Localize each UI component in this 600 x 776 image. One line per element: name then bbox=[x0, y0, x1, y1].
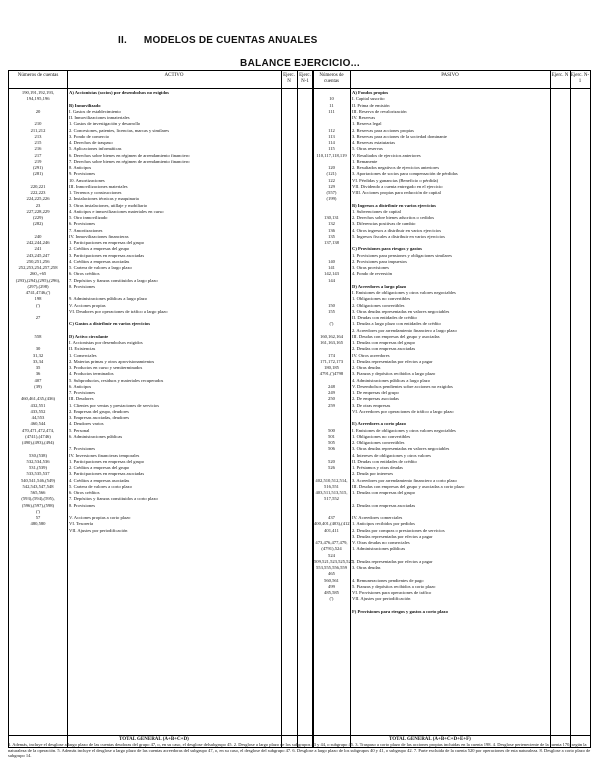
account-code: 553,555,556,559 bbox=[315, 565, 347, 570]
pasivo-items bbox=[352, 90, 549, 615]
line-item: 7. Provisiones bbox=[69, 446, 96, 452]
line-item: 3. De otras empresas bbox=[352, 402, 391, 408]
account-code: 517,552 bbox=[324, 496, 339, 502]
divider bbox=[281, 71, 282, 747]
line-item: D) Acreedores a largo plazo bbox=[352, 283, 407, 289]
line-item: 8. Anticipos bbox=[69, 165, 92, 170]
line-item: 4. Créditos a empresas asociadas bbox=[69, 258, 130, 264]
account-code: 222,223 bbox=[30, 190, 46, 195]
line-item: IV. Inversiones financieras temporales bbox=[69, 452, 140, 458]
line-item: 7. Amortizaciones bbox=[69, 227, 103, 233]
section-header bbox=[118, 35, 317, 46]
line-item: 1. Obligaciones no convertibles bbox=[352, 296, 411, 302]
line-item: 2. Resultados negativos de ejercicios anteriores bbox=[352, 165, 439, 170]
line-item: 6. Administraciones públicas bbox=[69, 433, 123, 439]
account-code: 130,131 bbox=[324, 215, 339, 220]
line-item: 3. Otras deudas representadas en valores negociables bbox=[352, 446, 450, 452]
account-code: 161,163,165 bbox=[320, 340, 343, 345]
account-code: 11 bbox=[329, 102, 334, 108]
account-code: 460,544 bbox=[30, 421, 46, 427]
account-code: 533,535,537 bbox=[26, 471, 50, 477]
line-item: C) Gastos a distribuir en varios ejercicios bbox=[69, 321, 150, 327]
account-code: (297),(298) bbox=[27, 283, 49, 289]
account-code: 532,534,536 bbox=[26, 458, 50, 464]
account-code: 194,195,196 bbox=[26, 96, 50, 102]
account-code: (121) bbox=[326, 171, 337, 177]
account-code: 259 bbox=[328, 402, 335, 408]
account-code: 524 bbox=[328, 552, 335, 558]
line-item: 2. Deudas por compras o prestaciones de servicios bbox=[352, 527, 445, 533]
account-code: 480,580 bbox=[30, 521, 46, 527]
account-code: 499 bbox=[328, 583, 335, 589]
line-item: I. Emisiones de obligaciones y otros valores negociables bbox=[352, 290, 456, 295]
line-item: 1. Subvenciones de capital bbox=[352, 208, 401, 214]
line-item: 4. Reservas estatutarias bbox=[352, 140, 395, 145]
line-item: 4. Remuneraciones pendientes de pago bbox=[352, 577, 424, 583]
line-item: 3. Diferencias positivas de cambio bbox=[352, 221, 416, 227]
account-code: 4741,4746,(') bbox=[25, 290, 51, 295]
account-code: 142,143 bbox=[324, 271, 339, 277]
line-item: 2. Obligaciones convertibles bbox=[352, 302, 405, 308]
divider bbox=[550, 71, 551, 747]
account-code: (229) bbox=[33, 215, 43, 220]
divider bbox=[570, 71, 571, 747]
account-code: 526 bbox=[328, 465, 335, 470]
account-code: 113 bbox=[328, 133, 335, 139]
account-code: 501 bbox=[328, 433, 335, 439]
line-item: 4. Derechos de traspaso bbox=[69, 140, 113, 145]
line-item: 4. Administraciones públicas a largo plazo bbox=[352, 377, 430, 383]
account-code: 114 bbox=[328, 140, 335, 145]
line-item: 2. Empresas del grupo, deudores bbox=[69, 408, 129, 414]
account-code: 110,117,118,119 bbox=[316, 152, 347, 158]
line-item: 1. Participaciones en empresas del grupo bbox=[69, 240, 145, 245]
line-item: 5. Cartera de valores a corto plazo bbox=[69, 483, 132, 489]
account-code: 500 bbox=[328, 427, 335, 433]
account-code: 215 bbox=[34, 140, 42, 145]
account-code: (') bbox=[36, 302, 40, 308]
account-code: (490),(493),(494) bbox=[21, 440, 55, 445]
account-code: 115 bbox=[328, 146, 335, 152]
account-code: 243,245,247 bbox=[26, 252, 50, 258]
account-code: (293),(294),(295),(296), bbox=[15, 277, 61, 283]
line-item: E) Acreedores a corto plazo bbox=[352, 421, 406, 427]
line-item: VI. Tesorería bbox=[69, 521, 94, 527]
activo-codes bbox=[10, 90, 66, 528]
line-item: 2. Derechos sobre bienes adscritos o cedidos bbox=[352, 215, 435, 220]
line-item: 3. Acreedores por arrendamiento financiero a corto plazo bbox=[352, 477, 457, 483]
line-item: 9. Provisiones bbox=[69, 171, 96, 177]
account-code: (596),(597),(598) bbox=[21, 502, 55, 508]
line-item: VI. Provisiones para operaciones de tráfico bbox=[352, 590, 432, 595]
account-code: 433,552 bbox=[30, 408, 46, 414]
account-code: 112 bbox=[328, 127, 335, 133]
line-item: A) Fondos propios bbox=[352, 90, 389, 95]
account-code: 240 bbox=[34, 233, 42, 239]
line-item: 3. Aportaciones de socios para compensación de pérdidas bbox=[352, 171, 458, 177]
account-code: 190,191,192,193, bbox=[21, 90, 55, 95]
account-code: 129 bbox=[328, 183, 335, 189]
activo-items bbox=[69, 90, 280, 534]
col-header-ejerc-n1-pasivo: Ejerc. N-1 bbox=[570, 71, 590, 89]
line-item: 2. Deuda por intereses bbox=[352, 471, 394, 477]
line-item: C) Provisiones para riesgos y gastos bbox=[352, 246, 422, 252]
line-item: 1. Provisiones para pensiones y obligaciones similares bbox=[352, 252, 452, 258]
line-item: V. Otras deudas no comerciales bbox=[352, 540, 410, 545]
line-item: V. Acciones propias bbox=[69, 302, 106, 308]
line-item: IV. Otros acreedores bbox=[352, 352, 390, 358]
account-code: 250,251,256 bbox=[26, 258, 50, 264]
account-code: (4741),(4746) bbox=[25, 433, 51, 439]
line-item: 1. Remanente bbox=[352, 158, 378, 164]
account-code: 20 bbox=[35, 108, 41, 114]
line-item: VII. Ajustes por periodificación bbox=[352, 596, 411, 602]
line-item: IV. Inmovilizaciones financieras bbox=[69, 233, 129, 239]
col-header-numeros-pasivo: Números de cuentas bbox=[313, 71, 350, 89]
account-code: 432,551 bbox=[30, 402, 46, 408]
line-item: 1. Participaciones en empresas del grupo bbox=[69, 458, 145, 464]
account-code: 35 bbox=[35, 365, 41, 370]
line-item: D) Activo circulante bbox=[69, 333, 109, 339]
line-item: 1. Deudas con empresas del grupo bbox=[352, 490, 416, 495]
line-item: 2. Obligaciones convertibles bbox=[352, 440, 405, 445]
account-code: 520 bbox=[328, 458, 335, 464]
col-header-activo: ACTIVO bbox=[67, 71, 281, 89]
col-header-ejerc-n1-activo: Ejerc. N-1 bbox=[297, 71, 313, 89]
section-title: MODELOS DE CUENTAS ANUALES bbox=[143, 35, 318, 46]
line-item: 5. Ingresos fiscales a distribuir en varios ejercicios bbox=[352, 233, 445, 239]
total-pasivo: TOTAL GENERAL (A+B+C+D+E+F) bbox=[389, 737, 471, 742]
line-item: III. Deudas con empresas del grupo y asociadas a corto plazo bbox=[352, 483, 465, 489]
divider bbox=[350, 71, 351, 747]
line-item: III. Deudores bbox=[69, 396, 94, 402]
line-item: 2. Otras deudas bbox=[352, 365, 381, 370]
line-item: 6. Otros créditos bbox=[69, 271, 100, 277]
line-item: V. Desembolsos pendientes sobre acciones no exigidos bbox=[352, 383, 453, 389]
divider bbox=[67, 71, 68, 747]
account-code: 132 bbox=[328, 221, 335, 227]
account-code: 242,244,246 bbox=[26, 240, 50, 245]
account-code: 558 bbox=[34, 333, 42, 339]
account-code: (281) bbox=[33, 171, 43, 177]
account-code: 140 bbox=[328, 258, 335, 264]
account-code: 530,(538) bbox=[29, 452, 47, 458]
line-item: II. Inmovilizaciones inmateriales bbox=[69, 115, 130, 120]
line-item: 3. Otras instalaciones, utillaje y mobiliario bbox=[69, 202, 148, 208]
account-code: 135 bbox=[328, 233, 335, 239]
account-code: 250 bbox=[328, 396, 335, 402]
account-code: 155 bbox=[328, 308, 335, 314]
account-code: 171,172,173 bbox=[320, 358, 343, 364]
line-item: 6. Derechos sobre bienes en régimen de arrendamiento financiero bbox=[69, 152, 190, 158]
account-code: 136 bbox=[328, 227, 335, 233]
account-code: 516,551 bbox=[324, 483, 339, 489]
line-item: 4. Anticipos e inmovilizaciones materiales en curso bbox=[69, 208, 164, 214]
line-item: 3. Otras deudas representadas en valores negociables bbox=[352, 308, 450, 314]
account-code: 174 bbox=[328, 352, 335, 358]
account-code: (291) bbox=[33, 165, 43, 170]
line-item: 5. Subproductos, residuos y materiales recuperados bbox=[69, 377, 164, 383]
account-code: 23 bbox=[35, 202, 41, 208]
account-code: 211,212 bbox=[30, 127, 46, 133]
account-code: 485,585 bbox=[324, 590, 339, 595]
line-item: II. Deudas con entidades de crédito bbox=[352, 315, 417, 320]
account-code: 198 bbox=[34, 296, 42, 302]
account-code: 400,401,(403),(412) bbox=[314, 521, 352, 527]
account-code: 227,228,229 bbox=[26, 208, 50, 214]
account-code: 407 bbox=[34, 377, 42, 383]
line-item: 7. Depósitos y fianzas constituidos a largo plazo bbox=[69, 277, 158, 283]
line-item: 3. Participaciones en empresas asociadas bbox=[69, 252, 145, 258]
account-code: (39) bbox=[34, 383, 42, 389]
account-code: 180,185 bbox=[324, 365, 339, 370]
line-item: 2. Materias primas y otros aprovisionamientos bbox=[69, 358, 155, 364]
line-item: 1. Obligaciones no convertibles bbox=[352, 433, 411, 439]
line-item: 1. Deudas con empresas del grupo bbox=[352, 340, 416, 345]
balance-title: BALANCE EJERCICIO... bbox=[240, 58, 360, 69]
line-item: 1. Gastos de investigación y desarrollo bbox=[69, 121, 141, 127]
line-item: 2. Reservas para acciones propias bbox=[352, 127, 414, 133]
account-code: 249 bbox=[328, 390, 335, 395]
section-number: II. bbox=[118, 35, 127, 46]
line-item: 4. Productos terminados bbox=[69, 371, 114, 377]
account-code: 141 bbox=[328, 265, 335, 270]
account-code: 403,511,513,515, bbox=[315, 490, 348, 495]
account-code: 217 bbox=[34, 152, 42, 158]
line-item: 1. Anticipos recibidos por pedidos bbox=[352, 521, 415, 527]
line-item: 2. Créditos a empresas del grupo bbox=[69, 465, 130, 470]
line-item: VII. Dividendo a cuenta entregado en el ejercicio bbox=[352, 183, 443, 189]
account-code: 437 bbox=[328, 515, 335, 520]
line-item: 2. Provisiones para impuestos bbox=[352, 258, 407, 264]
line-item: 1. Comerciales bbox=[69, 352, 97, 358]
account-code: 44,553 bbox=[31, 415, 45, 420]
col-header-numeros-activo: Números de cuentas bbox=[9, 71, 67, 89]
line-item: III. Deudas con empresas del grupo y asociadas bbox=[352, 333, 440, 339]
line-item: 6. Provisiones bbox=[69, 221, 96, 227]
account-code: (282) bbox=[33, 221, 43, 227]
line-item: V. Resultados de ejercicios anteriores bbox=[352, 152, 421, 158]
account-code: 470,471,472,474, bbox=[21, 427, 55, 433]
line-item: 5. Aplicaciones informáticas bbox=[69, 146, 122, 152]
account-code: 219 bbox=[34, 158, 42, 164]
account-code: 4791,(')4798 bbox=[319, 371, 344, 377]
line-item: 7. Provisiones bbox=[69, 390, 96, 395]
line-item: 3. Empresas asociadas, deudores bbox=[69, 415, 130, 420]
line-item: 2. Créditos a empresas del grupo bbox=[69, 246, 130, 252]
account-code: (') bbox=[36, 508, 40, 514]
line-item: VII. Ajustes por periodificación bbox=[69, 527, 128, 533]
col-header-pasivo: PASIVO bbox=[350, 71, 550, 89]
line-item: 3. Fondo de comercio bbox=[69, 133, 110, 139]
line-item: 7. Depósitos y fianzas constituidos a corto plazo bbox=[69, 496, 158, 502]
footnote: 1. Además, incluye el desglose a largo plazo de las cuentas deudoras del grupo 47, o, en su caso, el desglose delsubgrupo 45. 2. Desglose a largo plazo de los subgrupos 43 y 44, o subgrupo 45. 3. Traspaso a corto plazo de las acciones propias incluidas en la cuenta 198. 4. Desglose perteneciente de la cuenta 170, según la naturaleza de la operación. 5. Además incluye el desglose a largo plazo de las cuentas acreedoras del subgrupo 47, o, en su caso, el desglose del subgrupo 47. 6. Desglose a largo plazo de los subgrupos 40 y 41, o subgrupo 42. 7. Parte excluida de la cuenta 520 por operaciones de esta naturaleza. 8. Desglose a corto plazo de subgrupo 14. bbox=[8, 742, 591, 758]
line-item: II. Existencias bbox=[69, 346, 96, 352]
line-item: 1. Deudas representadas por efectos a pagar bbox=[352, 358, 433, 364]
account-code: 216 bbox=[34, 146, 42, 152]
account-code: 505 bbox=[328, 440, 335, 445]
account-code: (557) bbox=[326, 190, 337, 195]
line-item: 4. Deudores varios bbox=[69, 421, 104, 427]
line-item: VI. Pérdidas y ganancias (Beneficio o pérdida) bbox=[352, 177, 439, 183]
line-item: VIII. Acciones propias para reducción de capital bbox=[352, 190, 441, 195]
line-item: 4. Otros ingresos a distribuir en varios ejercicios bbox=[352, 227, 442, 233]
line-item: 8. Provisiones bbox=[69, 283, 96, 289]
account-code: 111 bbox=[328, 108, 335, 114]
account-code: (') bbox=[329, 596, 334, 602]
account-code: 120 bbox=[328, 165, 335, 170]
line-item: III. Reserva de revalorización bbox=[352, 108, 407, 114]
line-item: 5. Personal bbox=[69, 427, 90, 433]
account-code: 220,221 bbox=[30, 183, 46, 189]
account-code: (4791),524 bbox=[321, 546, 342, 552]
account-code: 540,541,546,(549) bbox=[20, 477, 56, 483]
line-item: VI. Deudores por operaciones de tráfico a largo plazo bbox=[69, 308, 168, 314]
account-code: 401,411 bbox=[324, 527, 339, 533]
account-code: (') bbox=[329, 321, 334, 327]
line-item: 1. Terrenos y construcciones bbox=[69, 190, 122, 195]
line-item: 1. Préstamos y otras deudas bbox=[352, 465, 403, 470]
balance-table bbox=[8, 70, 591, 748]
line-item: II. Deudas con entidades de crédito bbox=[352, 458, 417, 464]
total-activo: TOTAL GENERAL (A+B+C+D) bbox=[119, 737, 189, 742]
line-item: 2. De empresas asociadas bbox=[352, 396, 399, 402]
col-header-ejerc-n-activo: Ejerc. N bbox=[281, 71, 297, 89]
line-item: A) Accionistas (socios) por desembolsos no exigidos bbox=[69, 90, 169, 95]
line-item: II. Prima de emisión bbox=[352, 102, 390, 108]
line-item: 2. Instalaciones técnicas y maquinaria bbox=[69, 196, 139, 202]
line-item: 3. Otras deudas bbox=[352, 565, 381, 570]
pasivo-codes bbox=[314, 90, 355, 609]
line-item: 1. Administraciones públicas bbox=[352, 546, 406, 552]
line-item: 6. Anticipos bbox=[69, 383, 92, 389]
line-item: I. Emisiones de obligaciones y otros valores negociables bbox=[352, 427, 456, 433]
account-code bbox=[314, 603, 349, 609]
account-code: (199) bbox=[326, 196, 337, 202]
line-item: 3. Participaciones en empresas asociadas bbox=[69, 471, 145, 477]
account-code: 137,138 bbox=[324, 240, 339, 245]
line-item: IV. Acreedores comerciales bbox=[352, 515, 403, 520]
account-code: 160,162,164 bbox=[320, 333, 343, 339]
account-code: 248 bbox=[328, 383, 335, 389]
account-code: 460,461,435,(436) bbox=[20, 396, 56, 402]
account-code: 224,225,226 bbox=[26, 196, 50, 202]
account-code: 210 bbox=[34, 121, 42, 127]
line-item: 10. Amortizaciones bbox=[69, 177, 105, 183]
account-code: 465 bbox=[328, 571, 335, 577]
line-item: 2. Deudas con empresas asociadas bbox=[352, 346, 416, 352]
account-code: 57 bbox=[35, 515, 41, 520]
account-code: 27 bbox=[35, 315, 41, 320]
line-item: I. Capital suscrito bbox=[352, 96, 385, 102]
col-header-ejerc-n-pasivo: Ejerc. N bbox=[550, 71, 570, 89]
line-item: 2. Concesiones, patentes, licencias, marcas y similares bbox=[69, 127, 170, 133]
account-code: 560,561 bbox=[324, 577, 339, 583]
line-item: 3. Deudas representadas por efectos a pagar bbox=[352, 533, 433, 539]
account-code: 36 bbox=[35, 371, 41, 377]
account-code: 31,32 bbox=[32, 352, 44, 358]
line-item: 2. Acreedores por arrendamiento financiero a largo plazo bbox=[352, 327, 457, 333]
divider bbox=[297, 71, 298, 747]
account-code: 213 bbox=[34, 133, 42, 139]
account-code: (593),(594),(595), bbox=[21, 496, 55, 502]
account-code: 10 bbox=[329, 96, 334, 102]
account-code: 402,510,512,514, bbox=[315, 477, 348, 483]
line-item: 2. Deudas con empresas asociadas bbox=[352, 502, 416, 508]
line-item: 5. Fianzas y depósitos recibidos a corto plazo bbox=[352, 583, 436, 589]
account-code: 122 bbox=[328, 177, 335, 183]
account-code: 241 bbox=[34, 246, 42, 252]
account-code: 33,34 bbox=[32, 358, 44, 364]
line-item: III. Inmovilizaciones materiales bbox=[69, 183, 128, 189]
account-code: 473,476,477,479, bbox=[315, 540, 348, 545]
line-item: 4. Fondo de reversión bbox=[352, 271, 393, 277]
line-item: 5. Cartera de valores a largo plazo bbox=[69, 265, 132, 270]
line-item: 5. Otras reservas bbox=[352, 146, 383, 152]
line-item: 7. Derechos sobre bienes en régimen de arrendamiento financiero bbox=[69, 158, 190, 164]
line-item: 2. Deudas representadas por efectos a pagar bbox=[352, 558, 433, 564]
line-item: F) Provisiones para riesgos y gastos a corto plazo bbox=[352, 608, 448, 614]
line-item: VI. Acreedores por operaciones de tráfico a largo plazo bbox=[352, 408, 454, 414]
account-code: 150 bbox=[328, 302, 335, 308]
line-item: V. Acciones propias a corto plazo bbox=[69, 515, 131, 520]
account-code: 531,(539) bbox=[29, 465, 47, 470]
line-item: 6. Otros créditos bbox=[69, 490, 100, 495]
line-item: 3. Fianzas y depósitos recibidos a largo plazo bbox=[352, 371, 436, 377]
line-item: B) Ingresos a distribuir en varios ejercicios bbox=[352, 202, 436, 208]
line-item: 1. Clientes por ventas y prestaciones de servicios bbox=[69, 402, 160, 408]
account-code: 509,521,523,525,527, bbox=[314, 558, 355, 564]
line-item: 3. Reservas para acciones de la sociedad dominante bbox=[352, 133, 447, 139]
line-item: 1. Deudas a largo plazo con entidades de crédito bbox=[352, 321, 441, 327]
account-code: 30 bbox=[35, 346, 41, 352]
account-code: 252,253,254,257,258 bbox=[18, 265, 58, 270]
line-item: 5. Otro inmovilizado bbox=[69, 215, 108, 220]
account-code: 144 bbox=[328, 277, 335, 283]
line-item: 4. Intereses de obligaciones y otros valores bbox=[352, 452, 431, 458]
total-divider bbox=[9, 735, 590, 736]
line-item: IV. Reservas bbox=[352, 115, 376, 120]
line-item: 1. Reserva legal bbox=[352, 121, 382, 127]
line-item: 8. Provisiones bbox=[69, 502, 96, 508]
line-item: 4. Créditos a empresas asociadas bbox=[69, 477, 130, 483]
line-item: B) Inmovilizado bbox=[69, 102, 101, 108]
line-item: 9. Administraciones públicas a largo plazo bbox=[69, 296, 147, 302]
account-code: 506 bbox=[328, 446, 335, 452]
line-item: 3. Productos en curso y semiterminados bbox=[69, 365, 143, 370]
line-item: I. Gastos de establecimiento bbox=[69, 108, 121, 114]
account-code: 565,566 bbox=[30, 490, 46, 495]
line-item: 1. De empresas del grupo bbox=[352, 390, 399, 395]
line-item: I. Accionistas por desembolsos exigidos bbox=[69, 340, 143, 345]
line-item: 3. Otras provisiones bbox=[352, 265, 389, 270]
account-code: 260,,+65 bbox=[29, 271, 47, 277]
account-code: 542,543,547,548 bbox=[22, 483, 54, 489]
